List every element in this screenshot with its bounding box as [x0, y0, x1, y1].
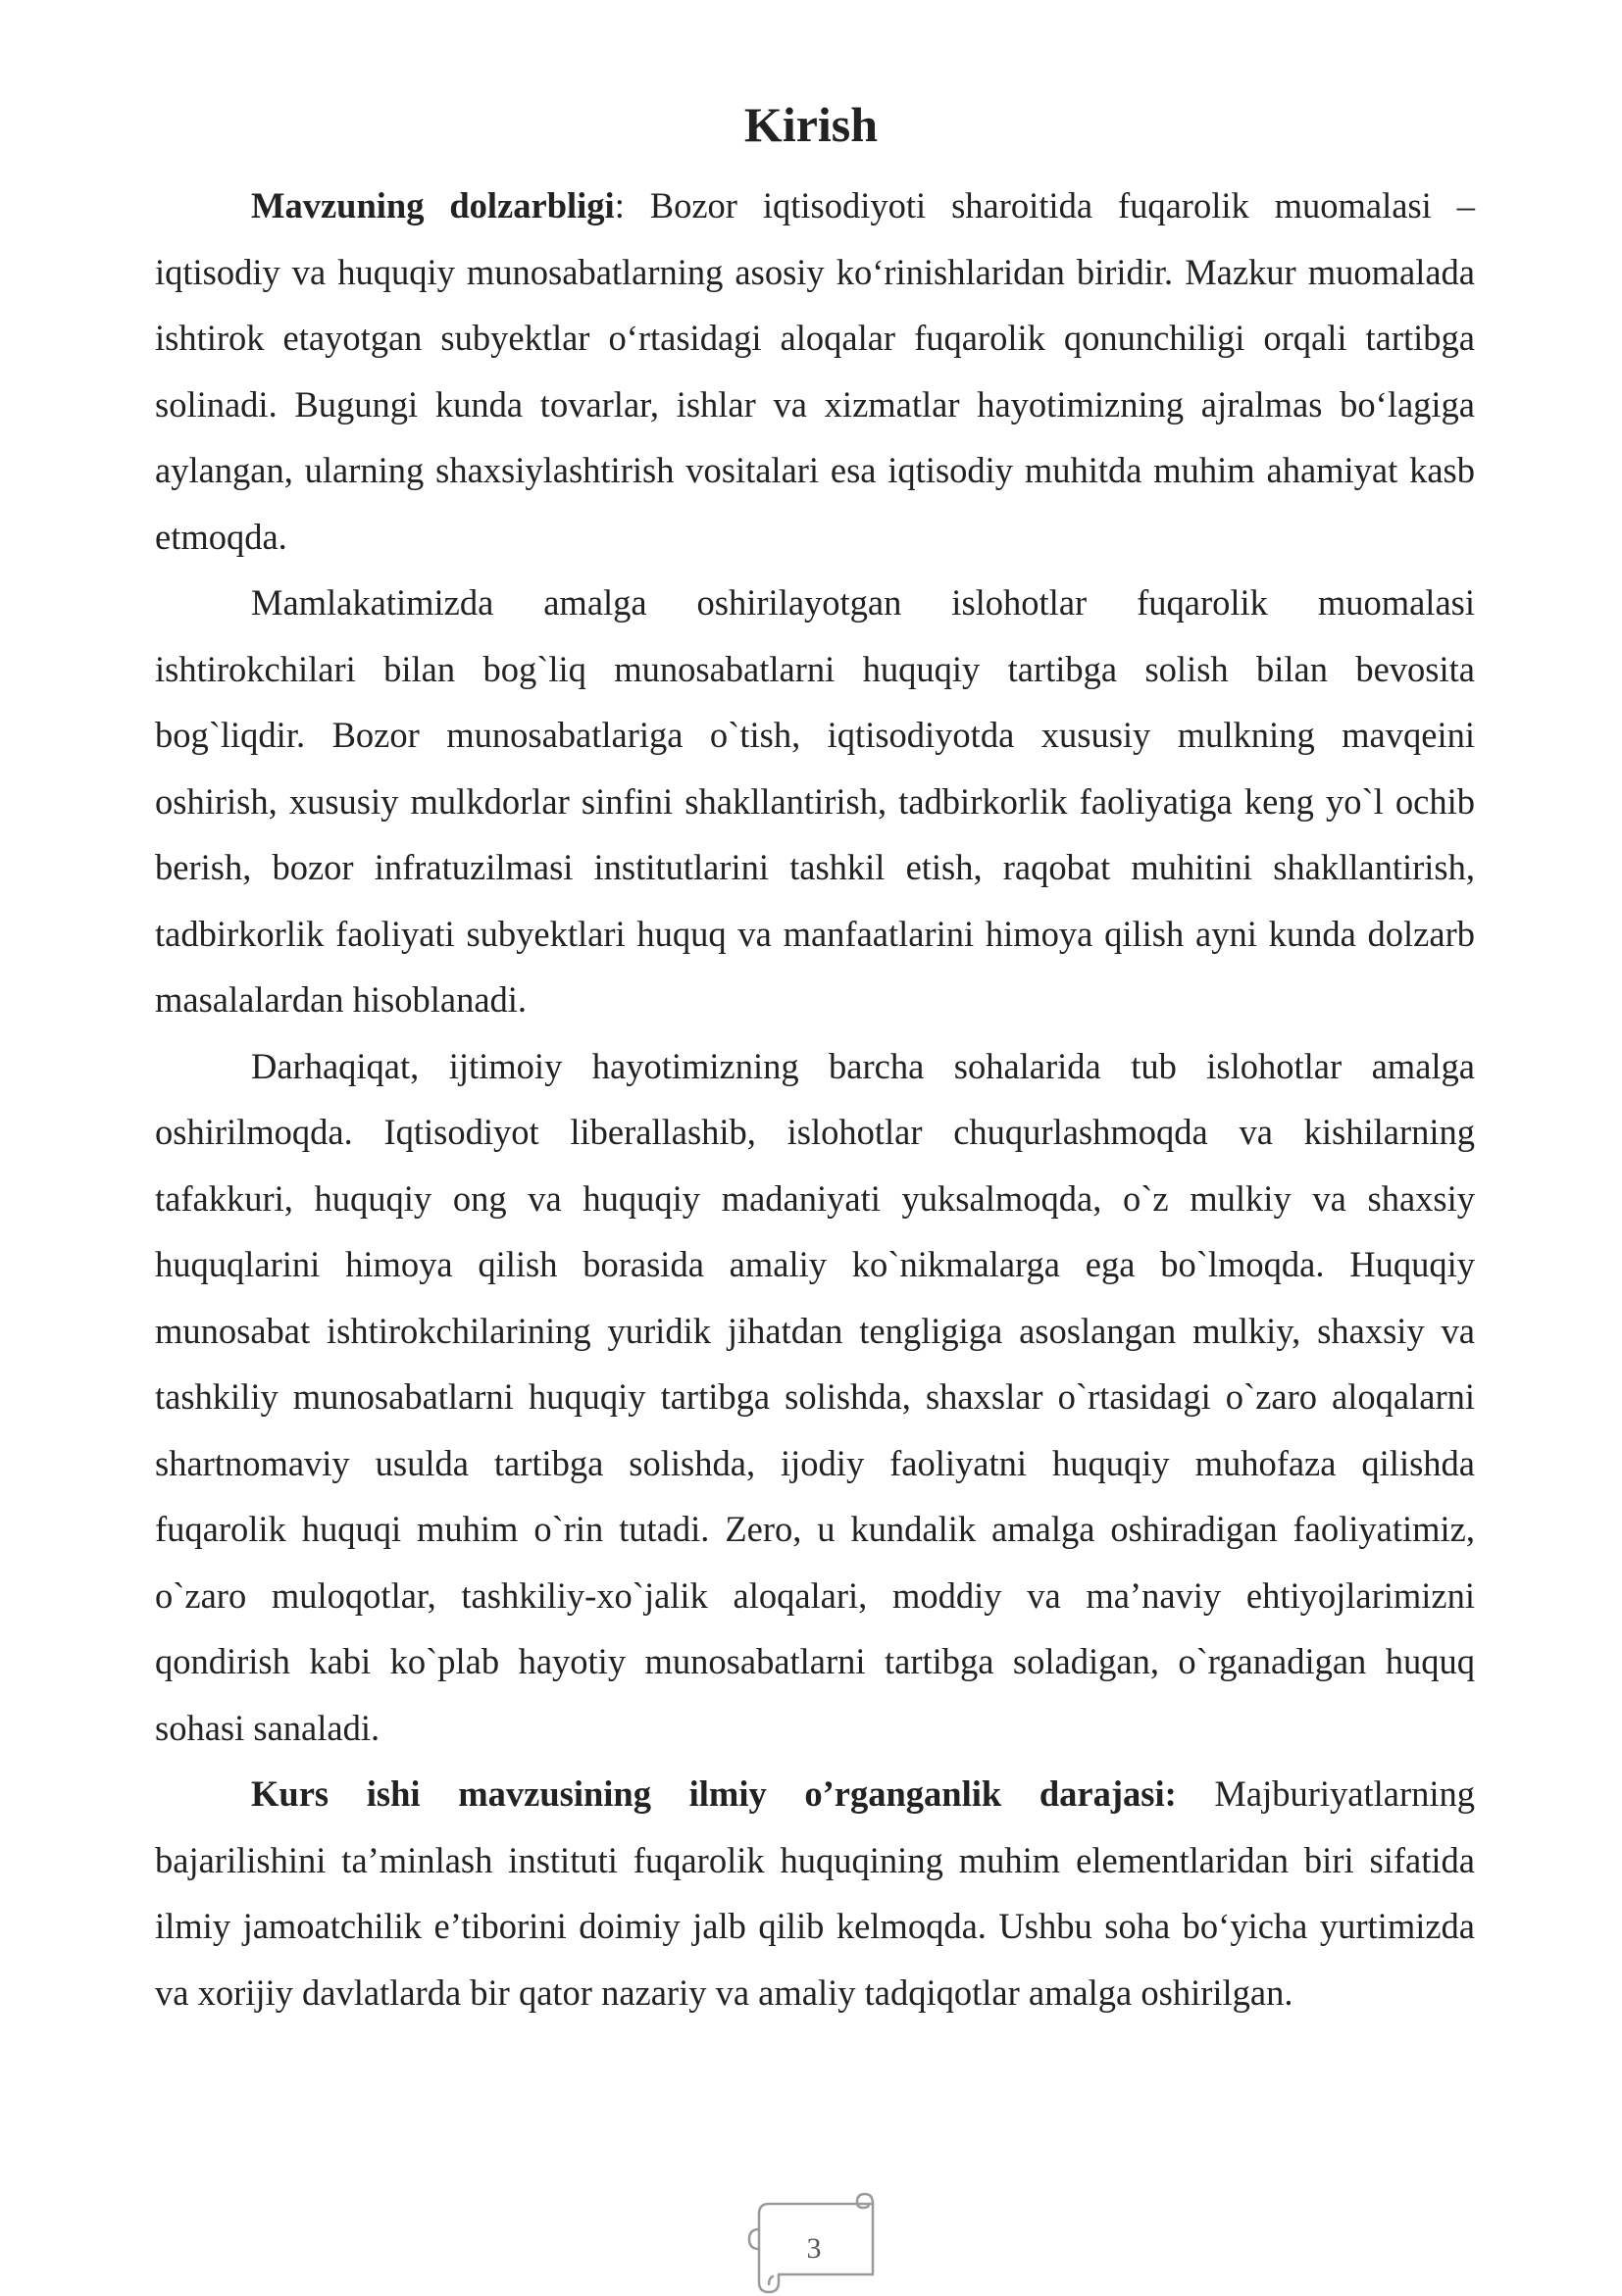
paragraph-lead: Mavzuning dolzarbligi — [251, 185, 615, 225]
paragraph-lead: Kurs ishi mavzusining ilmiy o’rganganlik darajasi: — [251, 1773, 1177, 1814]
page-title: Kirish — [743, 97, 879, 152]
paragraph-civil-law — [155, 1033, 1475, 1762]
paragraph-reforms — [155, 570, 1475, 1033]
document-body — [155, 173, 1475, 2025]
paragraph-text: Majburiyatlarning bajarilishini ta’minlash instituti fuqarolik huquqining muhim elementlaridan biri sifatida ilmiy jamoatchilik e’tiborini doimiy jalb qilib kelmoqda. Ushbu soha bo‘yicha yurtimizda va xorijiy davlatlarda bir qator nazariy va amaliy tadqiqotlar amalga oshirilgan. — [155, 1773, 1475, 2013]
paragraph-relevance — [155, 173, 1475, 570]
paragraph-text: : Bozor iqtisodiyoti sharoitida fuqarolik muomalasi – iqtisodiy va huquqiy munosabatlarning asosiy ko‘rinishlaridan biridir. Mazkur muomalada ishtirok etayotgan subyektlar o‘rtasidagi aloqalar fuqarolik qonunchiligi orqali tartibga solinadi. Bugungi kunda tovarlar, ishlar va xizmatlar hayotimizning ajralmas bo‘lagiga aylangan, ularning shaxsiylashtirish vositalari esa iqtisodiy muhitda muhim ahamiyat kasb etmoqda. — [155, 185, 1475, 557]
page-number: 3 — [806, 2232, 822, 2265]
paragraph-text: Darhaqiqat, ijtimoiy hayotimizning barcha sohalarida tub islohotlar amalga oshirilmoqda. Iqtisodiyot liberallashib, islohotlar chuqurlashmoqda va kishilarning tafakkuri, huquqiy ong va huquqiy madaniyati yuksalmoqda, o`z mulkiy va shaxsiy huquqlarini himoya qilish borasida amaliy ko`nikmalarga ega bo`lmoqda. Huquqiy munosabat ishtirokchilarining yuridik jihatdan tengligiga asoslangan mulkiy, shaxsiy va tashkiliy munosabatlarni huquqiy tartibga solishda, shaxslar o`rtasidagi o`zaro aloqalarni shartnomaviy usulda tartibga solishda, ijodiy faoliyatni huquqiy muhofaza qilishda fuqarolik huquqi muhim o`rin tutadi. Zero, u kundalik amalga oshiradigan faoliyatimiz, o`zaro muloqotlar, tashkiliy-xo`jalik aloqalari, moddiy va ma’naviy ehtiyojlarimizni qondirish kabi ko`plab hayotiy munosabatlarni tartibga soladigan, o`rganadigan huquq sohasi sanaladi. — [155, 1045, 1475, 1748]
paragraph-text: Mamlakatimizda amalga oshirilayotgan islohotlar fuqarolik muomalasi ishtirokchilari bilan bog`liq munosabatlarni huquqiy tartibga solish bilan bevosita bog`liqdir. Bozor munosabatlariga o`tish, iqtisodiyotda xususiy mulkning mavqeini oshirish, xususiy mulkdorlar sinfini shakllantirish, tadbirkorlik faoliyatiga keng yo`l ochib berish, bozor infratuzilmasi institutlarini tashkil etish, raqobat muhitini shakllantirish, tadbirkorlik faoliyati subyektlari huquq va manfaatlarini himoya qilish ayni kunda dolzarb masalalardan hisoblanadi. — [155, 582, 1475, 1020]
page-number-badge — [737, 2178, 890, 2296]
paragraph-research-level — [155, 1761, 1475, 2025]
